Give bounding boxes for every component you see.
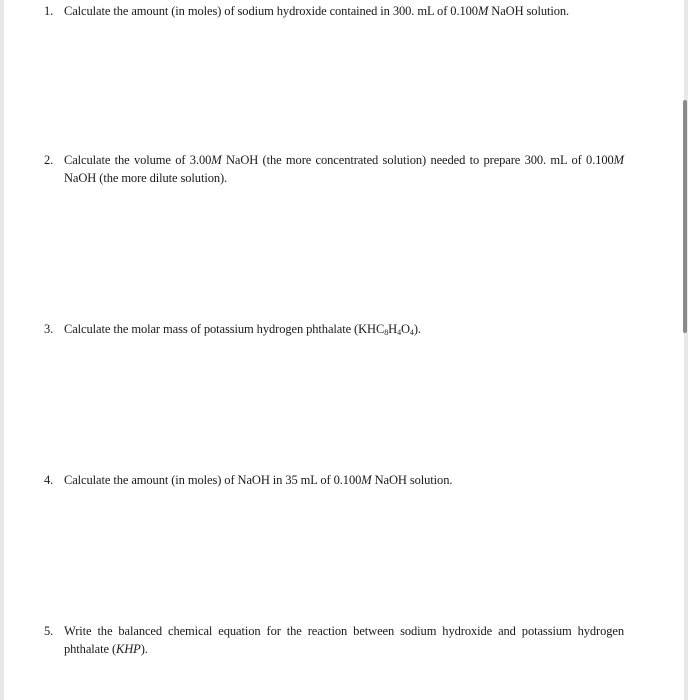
- question-text: Calculate the amount (in moles) of NaOH in 35 mL of 0.100M NaOH solution.: [64, 473, 453, 487]
- left-edge: [0, 0, 4, 700]
- question-number: 1.: [44, 4, 54, 18]
- question-text: Calculate the volume of 3.00M NaOH (the more concentrated solution) needed to prepare 300. mL of 0.100M NaOH (the more dilute solution).: [64, 153, 624, 185]
- question-text: Calculate the amount (in moles) of sodium hydroxide contained in 300. mL of 0.100M NaOH solution.: [64, 4, 570, 18]
- question-number: 3.: [44, 322, 54, 336]
- question-number: 4.: [44, 473, 54, 487]
- question-number: 2.: [44, 153, 54, 167]
- question-number: 5.: [44, 624, 54, 638]
- question-text: Calculate the molar mass of potassium hydrogen phthalate $(KHC_8H_4O_4)$.: [64, 322, 421, 337]
- scrollbar-thumb[interactable]: [683, 100, 687, 333]
- question-text: Write the balanced chemical equation for the reaction between sodium hydroxide and potassium hydrogen phthalate (KHP).: [64, 624, 624, 656]
